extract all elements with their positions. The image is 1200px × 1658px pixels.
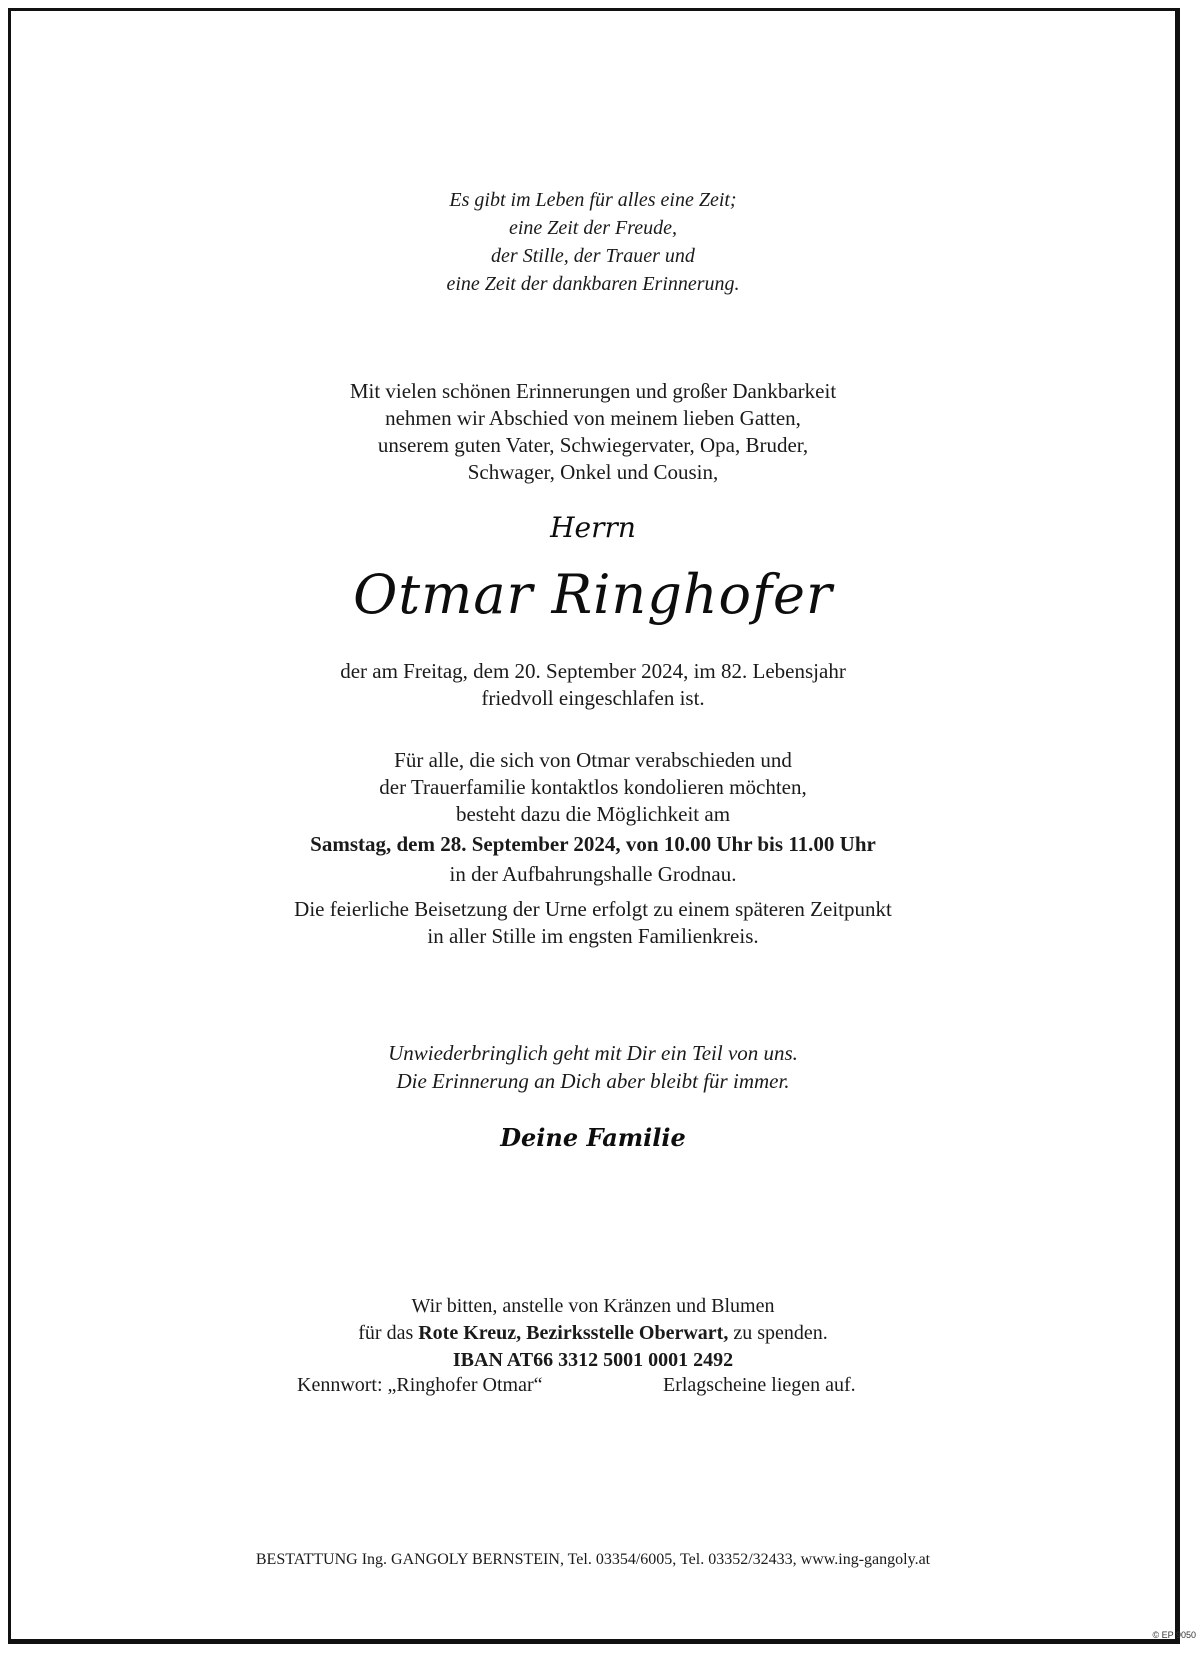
intro-line-2: nehmen wir Abschied von meinem lieben Gatten,	[385, 406, 801, 430]
motto-line-1: Es gibt im Leben für alles eine Zeit;	[449, 189, 737, 211]
burial-line-2: in aller Stille im engsten Familienkreis.	[427, 924, 759, 948]
intro-line-4: Schwager, Onkel und Cousin,	[467, 460, 719, 484]
deceased-name: Otmar Ringhofer	[353, 563, 833, 626]
donation-iban: IBAN AT66 3312 5001 0001 2492	[452, 1349, 734, 1371]
donation-slips: Erlagscheine liegen auf.	[663, 1374, 856, 1396]
death-info-line-2: friedvoll eingeschlafen ist.	[481, 686, 705, 710]
closing-line-1: Unwiederbringlich geht mit Dir ein Teil von uns.	[388, 1041, 798, 1065]
farewell-line-2: der Trauerfamilie kontaktlos kondolieren möchten,	[379, 775, 807, 799]
farewell-line-3: besteht dazu die Möglichkeit am	[455, 802, 731, 826]
motto-line-3: der Stille, der Trauer und	[491, 245, 695, 267]
intro-line-1: Mit vielen schönen Erinnerungen und großer Dankbarkeit	[349, 379, 837, 403]
salutation: Herrn	[550, 511, 636, 544]
donation-line-1: Wir bitten, anstelle von Kränzen und Blumen	[411, 1295, 775, 1317]
family-signature: Deine Familie	[500, 1123, 686, 1152]
donation-prefix: für das	[358, 1322, 419, 1344]
print-code: © EP 9050	[1152, 1630, 1196, 1640]
donation-suffix: zu spenden.	[728, 1322, 828, 1344]
motto-line-2: eine Zeit der Freude,	[508, 217, 678, 239]
funeral-home-footer: BESTATTUNG Ing. GANGOLY BERNSTEIN, Tel. 03354/6005, Tel. 03352/32433, www.ing-gangoly.at	[255, 1551, 931, 1568]
motto-line-4: eine Zeit der dankbaren Erinnerung.	[446, 273, 740, 295]
closing-line-2: Die Erinnerung an Dich aber bleibt für immer.	[396, 1069, 790, 1093]
farewell-date: Samstag, dem 28. September 2024, von 10.00 Uhr bis 11.00 Uhr	[310, 832, 876, 856]
donation-line-2	[11, 1322, 1175, 1345]
farewell-place: in der Aufbahrungshalle Grodnau.	[449, 862, 737, 886]
death-info-line-1: der am Freitag, dem 20. September 2024, im 82. Lebensjahr	[340, 659, 846, 683]
donation-recipient: Rote Kreuz, Bezirksstelle Oberwart,	[418, 1322, 729, 1344]
notice-frame	[8, 8, 1180, 1644]
donation-keyword: Kennwort: „Ringhofer Otmar“	[297, 1374, 543, 1396]
burial-line-1: Die feierliche Beisetzung der Urne erfolgt zu einem späteren Zeitpunkt	[294, 897, 892, 921]
intro-line-3: unserem guten Vater, Schwiegervater, Opa, Bruder,	[377, 433, 809, 457]
farewell-line-1: Für alle, die sich von Otmar verabschieden und	[394, 748, 792, 772]
